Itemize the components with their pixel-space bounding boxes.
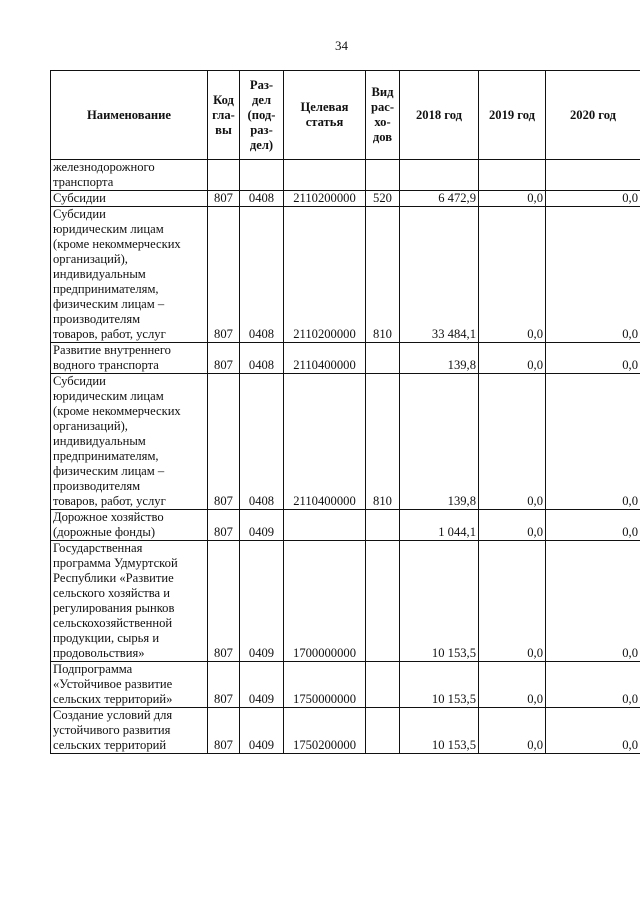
cell-target-article: 1750200000 [284,708,366,754]
cell-name: железнодорожного транспорта [51,160,208,191]
cell-section: 0408 [240,343,284,374]
cell-2019: 0,0 [479,207,546,343]
cell-section: 0408 [240,374,284,510]
cell-section: 0409 [240,510,284,541]
cell-2019: 0,0 [479,662,546,708]
cell-2019: 0,0 [479,541,546,662]
cell-expense-type [366,343,400,374]
cell-2020: 0,0 [546,207,640,343]
cell-expense-type [366,662,400,708]
cell-expense-type: 810 [366,374,400,510]
cell-chapter-code: 807 [208,541,240,662]
cell-chapter-code: 807 [208,191,240,207]
cell-expense-type [366,160,400,191]
table-row [51,374,640,510]
header-2019: 2019 год [479,71,546,160]
cell-target-article: 2110400000 [284,343,366,374]
table-row [51,708,640,754]
cell-2018 [400,160,479,191]
cell-2020 [546,160,640,191]
cell-chapter-code: 807 [208,662,240,708]
cell-name: Развитие внутреннего водного транспорта [51,343,208,374]
cell-2019: 0,0 [479,708,546,754]
cell-expense-type: 520 [366,191,400,207]
page-number: 34 [335,38,348,53]
header-section: Раз- дел (под- раз- дел) [240,71,284,160]
cell-chapter-code [208,160,240,191]
cell-2020: 0,0 [546,541,640,662]
cell-section: 0409 [240,662,284,708]
table-body [51,160,640,754]
cell-2019: 0,0 [479,343,546,374]
table-row [51,510,640,541]
header-2018: 2018 год [400,71,479,160]
cell-2019: 0,0 [479,374,546,510]
cell-expense-type: 810 [366,207,400,343]
cell-name: Государственная программа Удмуртской Республики «Развитие сельского хозяйства и регулирования рынков сельскохозяйственной продукции, сырья и продовольствия» [51,541,208,662]
table-row [51,160,640,191]
cell-target-article [284,510,366,541]
cell-2020: 0,0 [546,343,640,374]
table-row [51,343,640,374]
cell-expense-type [366,708,400,754]
cell-target-article [284,160,366,191]
cell-2018: 139,8 [400,343,479,374]
cell-name: Субсидии юридическим лицам (кроме некоммерческих организаций), индивидуальным предпринимателям, физическим лицам – производителям товаров, работ, услуг [51,207,208,343]
cell-target-article: 2110400000 [284,374,366,510]
cell-2020: 0,0 [546,708,640,754]
cell-2019 [479,160,546,191]
table-row [51,207,640,343]
header-2020: 2020 год [546,71,640,160]
cell-target-article: 2110200000 [284,207,366,343]
cell-expense-type [366,510,400,541]
cell-2020: 0,0 [546,191,640,207]
cell-chapter-code: 807 [208,374,240,510]
header-name: Наименование [51,71,208,160]
cell-name: Подпрограмма «Устойчивое развитие сельских территорий» [51,662,208,708]
cell-name: Субсидии юридическим лицам (кроме некоммерческих организаций), индивидуальным предпринимателям, физическим лицам – производителям товаров, работ, услуг [51,374,208,510]
table-row [51,191,640,207]
cell-2018: 6 472,9 [400,191,479,207]
cell-chapter-code: 807 [208,207,240,343]
cell-2018: 139,8 [400,374,479,510]
cell-section: 0408 [240,207,284,343]
cell-2019: 0,0 [479,510,546,541]
header-expense-type: Вид рас- хо- дов [366,71,400,160]
cell-2020: 0,0 [546,510,640,541]
table-row [51,541,640,662]
budget-table [50,70,640,754]
cell-2019: 0,0 [479,191,546,207]
cell-section [240,160,284,191]
cell-name: Субсидии [51,191,208,207]
cell-2020: 0,0 [546,662,640,708]
cell-section: 0409 [240,708,284,754]
cell-2018: 10 153,5 [400,541,479,662]
cell-section: 0409 [240,541,284,662]
cell-chapter-code: 807 [208,708,240,754]
cell-2020: 0,0 [546,374,640,510]
header-chapter-code: Код гла- вы [208,71,240,160]
header-row [51,71,640,160]
cell-2018: 10 153,5 [400,708,479,754]
cell-chapter-code: 807 [208,343,240,374]
cell-section: 0408 [240,191,284,207]
cell-chapter-code: 807 [208,510,240,541]
table-row [51,662,640,708]
cell-expense-type [366,541,400,662]
cell-target-article: 1750000000 [284,662,366,708]
cell-target-article: 2110200000 [284,191,366,207]
cell-2018: 10 153,5 [400,662,479,708]
cell-target-article: 1700000000 [284,541,366,662]
cell-2018: 1 044,1 [400,510,479,541]
header-target-article: Целевая статья [284,71,366,160]
cell-name: Дорожное хозяйство (дорожные фонды) [51,510,208,541]
cell-2018: 33 484,1 [400,207,479,343]
cell-name: Создание условий для устойчивого развития сельских территорий [51,708,208,754]
